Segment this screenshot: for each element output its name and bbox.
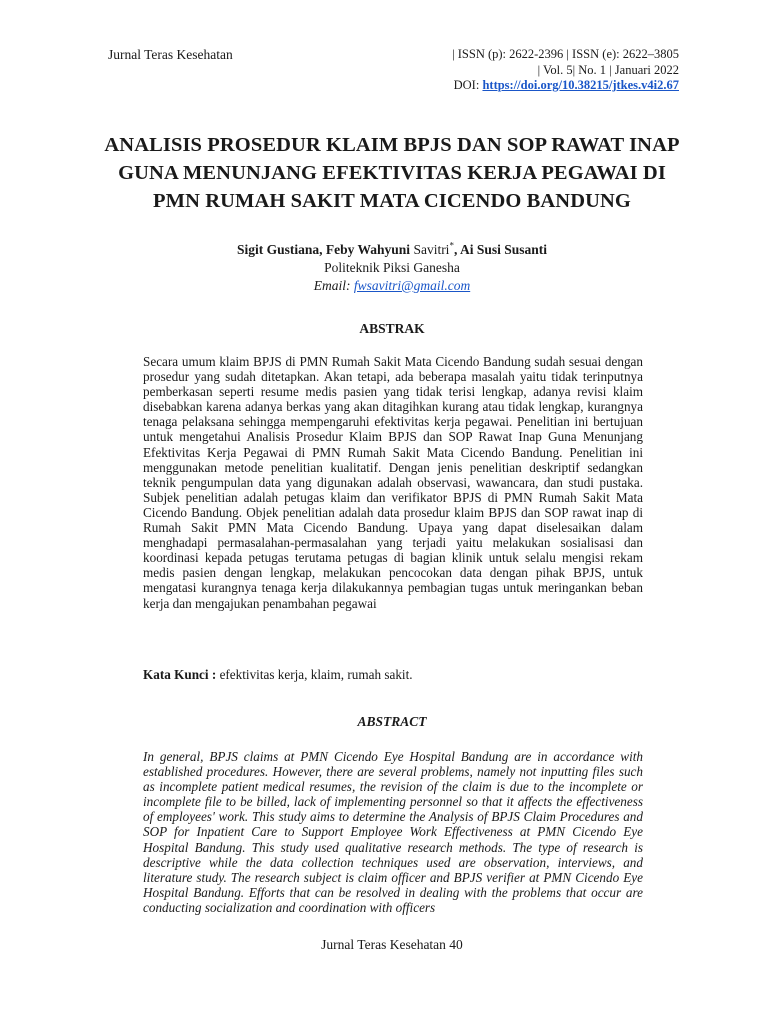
doi-label: DOI: [453,78,483,92]
abstract-heading: ABSTRACT [357,714,427,729]
keywords-label: Kata Kunci : [143,667,217,682]
email-label: Email: [313,277,354,293]
keywords-text: efektivitas kerja, klaim, rumah sakit. [216,667,413,682]
doi-line [452,78,679,94]
volume-line: | Vol. 5| No. 1 | Januari 2022 [537,62,679,77]
keywords [143,667,413,683]
doi-link[interactable]: https://doi.org/10.38215/jtkes.v4i2.67 [482,78,679,92]
issn-line: | ISSN (p): 2622-2396 | ISSN (e): 2622–3805 [452,47,679,61]
abstract-text: In general, BPJS claims at PMN Cicendo Eye Hospital Bandung are in accordance with established procedures. However, there are several problems, namely not inputting files such as incomplete patient medical resumes, the revision of the claim is due to the incomplete or incomplete file to be billed, lack of implementing personnel so that it affects the effectiveness of employees' work. This study aims to determine the Analysis of BPJS Claim Procedures and SOP for Inpatient Care to Support Employee Work Effectiveness at PMN Cicendo Eye Hospital Bandung. This study used qualitative research methods. The type of research is descriptive while the data collection techniques used are observation, interviews, and literature study. The research subject is claim officer and BPJS verifier at PMN Cicendo Eye Hospital Bandung. Efforts that can be resolved in dealing with the problems that occur are conducting socialization and coordination with officers [143,749,643,915]
email-link[interactable]: fwsavitri@gmail.com [353,277,471,293]
abstrak-heading: ABSTRAK [359,321,425,336]
paper-title: ANALISIS PROSEDUR KLAIM BPJS DAN SOP RAWAT INAP GUNA MENUNJANG EFEKTIVITAS KERJA PEGAWAI DI PMN RUMAH SAKIT MATA CICENDO BANDUNG [104,134,680,212]
author-block [0,236,768,295]
abstrak-text: Secara umum klaim BPJS di PMN Rumah Sakit Mata Cicendo Bandung sudah sesuai dengan prosedur yang sudah ditetapkan. Akan tetapi, ada beberapa masalah yaitu tidak terinputnya pemberkasan seperti resume medis pasien yang tidak terisi lengkap, adanya revisi klaim disebabkan karena adanya berkas yang akan ditagihkan kurang atau tidak lengkap, kurangnya tenaga pelaksana sehingga mempengaruhi efektivitas kerja pegawai. Penelitian ini bertujuan untuk mengetahui Analisis Prosedur Klaim BPJS dan SOP Rawat Inap Guna Menunjang Efektivitas Kerja Pegawai di PMN Rumah Sakit Mata Cicendo Bandung. Penelitian ini menggunakan metode penelitian kualitatif. Dengan jenis penelitian deskriptif sedangkan teknik pengumpulan data yang digunakan adalah observasi, wawancara, dan studi pustaka. Subjek penelitian adalah petugas klaim dan verifikator BPJS di PMN Rumah Sakit Mata Cicendo Bandung. Objek penelitian adalah data prosedur klaim BPJS dan SOP rawat inap di Rumah Sakit PMN Mata Cicendo Bandung. Upaya yang dapat diselesaikan dalam menghadapi permasalahan-permasalahan yang terjadi yaitu melakukan sosialisasi dan koordinasi kepada petugas terutama petugas di bagian klinik untuk selalu mengisi rekam medis pasien dengan lengkap, melakukan pencocokan data dengan pihak BPJS, untuk mengatasi kurangnya tenaga kerja dilakukannya pembagian tugas untuk meringankan beban kerja dan mengajukan penambahan pegawai [143,354,643,611]
affiliation: Politeknik Piksi Ganesha [324,259,460,275]
journal-meta [452,47,679,94]
author-names: Sigit Gustiana, Feby Wahyuni Savitri*, Ai Susi Susanti [237,240,547,257]
journal-name: Jurnal Teras Kesehatan [108,47,233,62]
page-footer: Jurnal Teras Kesehatan 40 [321,937,463,952]
email-line [0,277,768,295]
